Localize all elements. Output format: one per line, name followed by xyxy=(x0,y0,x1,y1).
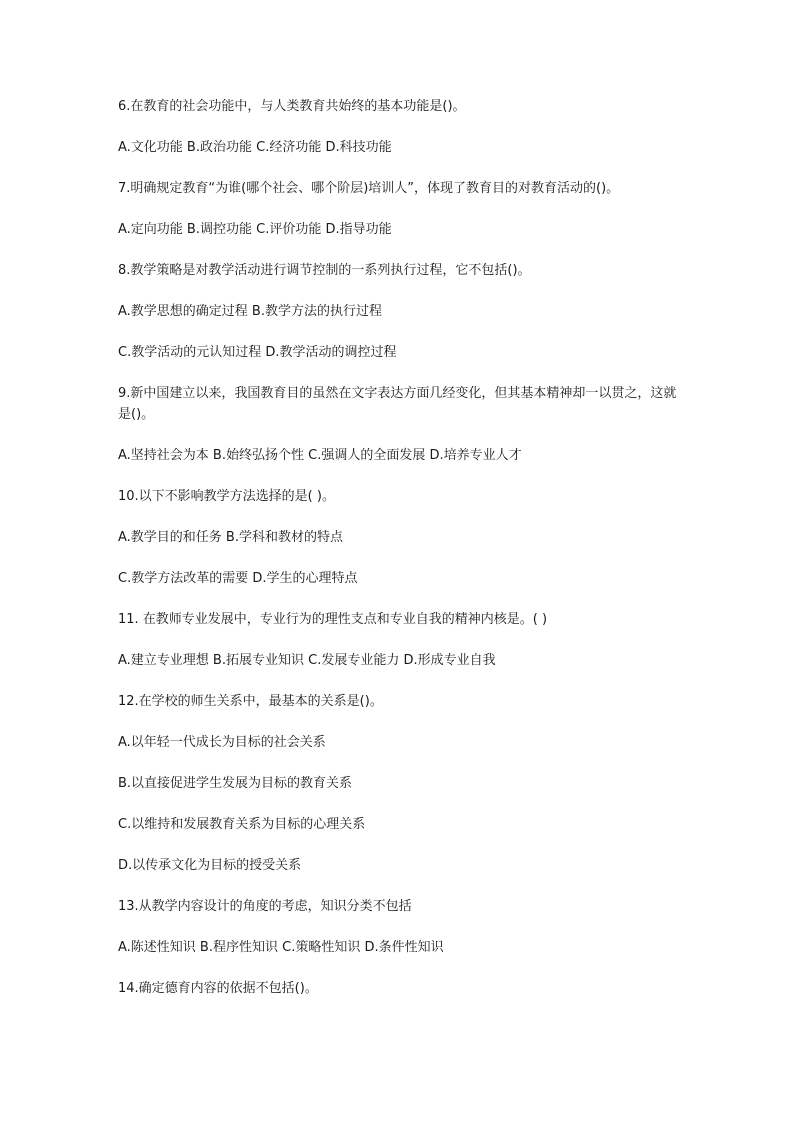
question-12-option-a: A.以年轻一代成长为目标的社会关系 xyxy=(118,735,326,750)
question-6-options: A.文化功能 B.政治功能 C.经济功能 D.科技功能 xyxy=(118,140,392,155)
question-6: 6.在教育的社会功能中，与人类教育共始终的基本功能是()。 xyxy=(118,99,466,114)
question-7: 7.明确规定教育“为谁(哪个社会、哪个阶层)培训人”，体现了教育目的对教育活动的()。 xyxy=(118,181,620,196)
question-12: 12.在学校的师生关系中，最基本的关系是()。 xyxy=(118,694,383,709)
question-8-options-cd: C.教学活动的元认知过程 D.教学活动的调控过程 xyxy=(118,345,397,360)
question-13-options: A.陈述性知识 B.程序性知识 C.策略性知识 D.条件性知识 xyxy=(118,940,444,955)
question-7-options: A.定向功能 B.调控功能 C.评价功能 D.指导功能 xyxy=(118,222,392,237)
question-8-options-ab: A.教学思想的确定过程 B.教学方法的执行过程 xyxy=(118,304,382,319)
document-page xyxy=(118,96,678,1019)
question-9: 9.新中国建立以来，我国教育目的虽然在文字表达方面几经变化，但其基本精神却一以贯之，这就是()。 xyxy=(118,386,677,422)
question-10-options-cd: C.教学方法改革的需要 D.学生的心理特点 xyxy=(118,571,358,586)
question-12-option-b: B.以直接促进学生发展为目标的教育关系 xyxy=(118,776,353,791)
question-10-options-ab: A.教学目的和任务 B.学科和教材的特点 xyxy=(118,530,343,545)
question-12-option-c: C.以维持和发展教育关系为目标的心理关系 xyxy=(118,817,366,832)
question-10: 10.以下不影响教学方法选择的是( )。 xyxy=(118,489,335,504)
question-8: 8.教学策略是对教学活动进行调节控制的一系列执行过程，它不包括()。 xyxy=(118,263,531,278)
question-11-options: A.建立专业理想 B.拓展专业知识 C.发展专业能力 D.形成专业自我 xyxy=(118,653,496,668)
question-13: 13.从教学内容设计的角度的考虑，知识分类不包括 xyxy=(118,899,412,914)
question-9-options: A.坚持社会为本 B.始终弘扬个性 C.强调人的全面发展 D.培养专业人才 xyxy=(118,448,522,463)
question-11: 11. 在教师专业发展中，专业行为的理性支点和专业自我的精神内核是。( ) xyxy=(118,612,548,627)
question-14: 14.确定德育内容的依据不包括()。 xyxy=(118,981,318,996)
question-12-option-d: D.以传承文化为目标的授受关系 xyxy=(118,858,302,873)
